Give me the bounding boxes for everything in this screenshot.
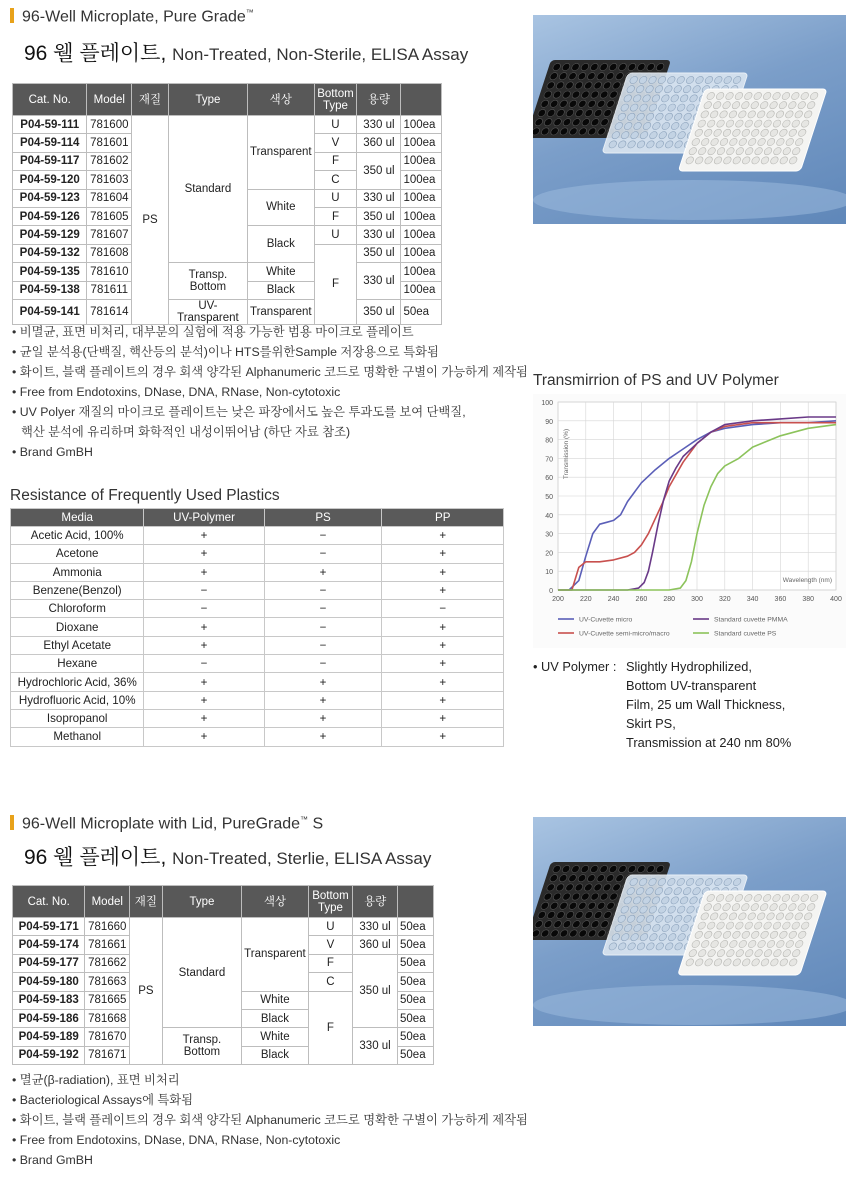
microplate-image (533, 15, 846, 224)
resistance-cell-uv: − (144, 600, 264, 618)
resistance-cell-pp: + (382, 673, 504, 691)
bullet-item: 핵산 분석에 유리하며 화학적인 내성이뛰어남 (하단 자료 참조) (21, 425, 351, 439)
bullet-item: • 화이트, 블랙 플레이트의 경우 회색 양각된 Alphanumeric 코드로 명확한 구별이 가능하게 제작됨 (12, 1113, 528, 1127)
resistance-cell-pp: + (382, 636, 504, 654)
resistance-row (11, 563, 504, 581)
product-table-2: Cat. No. Model 재질 Type 색상 Bottom Type 용량 P04-59-171 781660 PS Standard Transparent U 330 ul 50ea P04-59-174 781661 V 360 ul 50ea P04-59-177 781662 F 350 ul 50ea P04-59-180 781663 C 50ea P04-59-183 781665 White F 50ea P04-59-186 781668 Black 50ea P04-59-189 781670 Transp. Bottom White 330 ul 50ea P04-59-192 781671 Black 50ea (12, 885, 434, 1065)
x-tick-label: 220 (579, 596, 592, 603)
resistance-cell-uv: − (144, 581, 264, 599)
resistance-cell-media: Chloroform (11, 600, 144, 618)
resistance-cell-media: Benzene(Benzol) (11, 581, 144, 599)
bullet-item: • Brand GmBH (12, 1153, 93, 1167)
table-row: P04-59-123 781604 White U 330 ul 100ea (13, 189, 442, 207)
resistance-cell-ps: − (264, 600, 382, 618)
resistance-cell-ps: − (264, 618, 382, 636)
x-tick-label: 280 (663, 596, 676, 603)
table-row: P04-59-171 781660 PS Standard Transparent U 330 ul 50ea (13, 918, 434, 936)
section1-subtitle: 96 웰 플레이트, Non-Treated, Non-Sterile, ELISA Assay (24, 42, 469, 65)
section1-title: 96-Well Microplate, Pure Grade™ (10, 8, 254, 26)
product-table-1 (12, 83, 442, 325)
table-row: P04-59-141 781614 UV-Transparent Transparent 350 ul 50ea (13, 299, 442, 324)
table-row: P04-59-135 781610 Transp. Bottom White 330 ul 100ea (13, 263, 442, 281)
resistance-cell-pp: − (382, 600, 504, 618)
legend-label: Standard cuvette PS (714, 630, 777, 638)
resistance-cell-media: Ethyl Acetate (11, 636, 144, 654)
x-tick-label: 260 (635, 596, 648, 603)
chart-panel (533, 394, 846, 648)
table-row: P04-59-111 781600 PS Standard Transparent U 330 ul 100ea (13, 116, 442, 134)
resistance-table (10, 508, 504, 747)
resistance-cell-uv: + (144, 563, 264, 581)
resistance-cell-uv: + (144, 709, 264, 727)
type-standard: Standard (168, 116, 247, 263)
table-row: P04-59-180 781663 C 50ea (13, 973, 434, 991)
resistance-cell-pp: + (382, 691, 504, 709)
table-row: P04-59-183 781665 White F 50ea (13, 991, 434, 1009)
resistance-cell-uv: − (144, 655, 264, 673)
resistance-cell-ps: + (264, 691, 382, 709)
table-row: P04-59-186 781668 Black 50ea (13, 1009, 434, 1027)
y-tick-label: 80 (545, 437, 553, 445)
resistance-cell-ps: + (264, 728, 382, 746)
resistance-cell-ps: − (264, 655, 382, 673)
x-tick-label: 320 (718, 596, 731, 603)
x-tick-label: 380 (802, 596, 815, 603)
resistance-cell-media: Methanol (11, 728, 144, 746)
resistance-row (11, 728, 504, 746)
resistance-cell-media: Acetone (11, 545, 144, 563)
y-tick-label: 40 (545, 512, 553, 520)
y-tick-label: 90 (545, 418, 553, 426)
resistance-cell-pp: + (382, 581, 504, 599)
col-pp: PP (382, 509, 504, 527)
col-cat-no: Cat. No. (13, 84, 87, 116)
bullet-item: • Free from Endotoxins, DNase, DNA, RNase, Non-cytotoxic (12, 385, 341, 399)
resistance-row (11, 655, 504, 673)
bullet-item: • Free from Endotoxins, DNase, DNA, RNase, Non-cytotoxic (12, 1133, 341, 1147)
resistance-cell-uv: + (144, 673, 264, 691)
resistance-cell-pp: + (382, 563, 504, 581)
table-row: P04-59-126 781605 F 350 ul 100ea (13, 207, 442, 225)
uv-note-first-line: Slightly Hydrophilized, (626, 659, 752, 674)
legend-label: UV-Cuvette semi-micro/macro (579, 630, 670, 638)
y-tick-label: 30 (545, 531, 553, 539)
type-transp-bottom: Transp. Bottom (168, 263, 247, 300)
resistance-cell-pp: + (382, 527, 504, 545)
y-tick-label: 70 (545, 456, 553, 464)
y-tick-label: 20 (545, 550, 553, 558)
bullet-item: • 비멸균, 표면 비처리, 대부분의 실험에 적용 가능한 범용 마이크로 플레이트 (12, 325, 414, 339)
resistance-cell-pp: + (382, 709, 504, 727)
resistance-cell-ps: + (264, 563, 382, 581)
y-tick-label: 60 (545, 475, 553, 483)
transmission-chart (533, 394, 846, 648)
resistance-cell-pp: + (382, 655, 504, 673)
col-media: Media (11, 509, 144, 527)
x-axis-label: Wavelength (nm) (782, 577, 832, 584)
bullet-item: • 화이트, 블랙 플레이트의 경우 회색 양각된 Alphanumeric 코드로 명확한 구별이 가능하게 제작됨 (12, 365, 528, 379)
col-volume: 용량 (357, 84, 401, 116)
resistance-cell-media: Hexane (11, 655, 144, 673)
x-tick-label: 300 (691, 596, 703, 603)
x-tick-label: 360 (774, 596, 787, 603)
uv-polymer-note: • UV Polymer : Bottom UV-transparent Film, 25 um Wall Thickness, Skirt PS, Transmission at 240 nm 80% (533, 659, 792, 750)
resistance-cell-media: Ammonia (11, 563, 144, 581)
resistance-cell-uv: + (144, 618, 264, 636)
col-model: Model (87, 84, 132, 116)
resistance-cell-uv: + (144, 527, 264, 545)
x-tick-label: 400 (830, 596, 842, 603)
table-row: P04-59-174 781661 V 360 ul 50ea (13, 936, 434, 954)
resistance-row (11, 636, 504, 654)
resistance-row (11, 581, 504, 599)
y-tick-label: 100 (541, 400, 553, 407)
legend-label: Standard cuvette PMMA (714, 616, 788, 624)
product-photo-1 (533, 15, 846, 224)
resistance-cell-ps: + (264, 709, 382, 727)
col-ps: PS (264, 509, 382, 527)
resistance-cell-pp: + (382, 728, 504, 746)
col-bottom-type: Bottom Type (314, 84, 357, 116)
section2-title: 96-Well Microplate with Lid, PureGrade™ S (10, 815, 323, 833)
product-photo-2 (533, 817, 846, 1026)
table-row: P04-59-189 781670 Transp. Bottom White 330 ul 50ea (13, 1028, 434, 1046)
resistance-cell-ps: − (264, 527, 382, 545)
bullet-item: • 멸균(β-radiation), 표면 비처리 (12, 1073, 180, 1087)
section-marker (10, 8, 14, 23)
bullet-item: • Bacteriological Assays에 특화됨 (12, 1093, 193, 1107)
resistance-cell-pp: + (382, 618, 504, 636)
resistance-row (11, 600, 504, 618)
section1-bullets (12, 322, 528, 462)
resistance-title: Resistance of Frequently Used Plastics (10, 487, 280, 504)
y-tick-label: 10 (545, 569, 553, 577)
table-row: P04-59-117 781602 F 350 ul 100ea (13, 152, 442, 170)
y-tick-label: 50 (545, 494, 553, 501)
resistance-cell-media: Hydrochloric Acid, 36% (11, 673, 144, 691)
resistance-cell-media: Hydrofluoric Acid, 10% (11, 691, 144, 709)
table-row: P04-59-177 781662 F 350 ul 50ea (13, 954, 434, 972)
resistance-row (11, 527, 504, 545)
col-qty (401, 84, 442, 116)
resistance-row (11, 618, 504, 636)
resistance-cell-ps: − (264, 581, 382, 599)
section-marker (10, 815, 14, 830)
table-row: P04-59-114 781601 V 360 ul 100ea (13, 134, 442, 152)
resistance-cell-uv: + (144, 691, 264, 709)
resistance-row (11, 673, 504, 691)
x-tick-label: 200 (552, 596, 564, 603)
resistance-row (11, 545, 504, 563)
table-row: P04-59-129 781607 Black U 330 ul 100ea (13, 226, 442, 244)
bullet-item: • 균일 분석용(단백질, 핵산등의 분석)이나 HTS를위한Sample 저장용으로 특화됨 (12, 345, 439, 359)
uv-note-label: • UV Polymer : (533, 659, 617, 674)
section2-subtitle: 96 웰 플레이트, Non-Treated, Sterlie, ELISA Assay (24, 846, 432, 869)
table-row: P04-59-192 781671 Black 50ea (13, 1046, 434, 1064)
col-color: 색상 (247, 84, 314, 116)
table-row: P04-59-132 781608 F 350 ul 100ea (13, 244, 442, 262)
col-uv-polymer: UV-Polymer (144, 509, 264, 527)
resistance-row (11, 691, 504, 709)
col-material: 재질 (132, 84, 169, 116)
resistance-cell-uv: + (144, 545, 264, 563)
chart-title: Transmirrion of PS and UV Polymer (533, 372, 779, 389)
table-row: P04-59-138 781611 Black 100ea (13, 281, 442, 299)
y-axis-label: Transmission (%) (563, 428, 570, 480)
resistance-cell-media: Dioxane (11, 618, 144, 636)
resistance-cell-media: Acetic Acid, 100% (11, 527, 144, 545)
material-cell: PS (132, 116, 169, 325)
y-tick-label: 0 (549, 588, 553, 595)
table-row: P04-59-120 781603 C 100ea (13, 171, 442, 189)
col-type: Type (168, 84, 247, 116)
section2-bullets (12, 1070, 528, 1170)
x-tick-label: 240 (607, 596, 620, 603)
resistance-cell-media: Isopropanol (11, 709, 144, 727)
resistance-cell-ps: + (264, 673, 382, 691)
resistance-row (11, 709, 504, 727)
resistance-cell-ps: − (264, 636, 382, 654)
bullet-item: • Brand GmBH (12, 445, 93, 459)
microplate-lid-image (533, 817, 846, 1026)
resistance-cell-pp: + (382, 545, 504, 563)
resistance-cell-uv: + (144, 636, 264, 654)
legend-label: UV-Cuvette micro (579, 616, 633, 624)
resistance-cell-uv: + (144, 728, 264, 746)
resistance-cell-ps: − (264, 545, 382, 563)
x-tick-label: 340 (746, 596, 759, 603)
bullet-item: • UV Polyer 재질의 마이크로 플레이트는 낮은 파장에서도 높은 투과도를 보여 단백질, (12, 405, 466, 419)
